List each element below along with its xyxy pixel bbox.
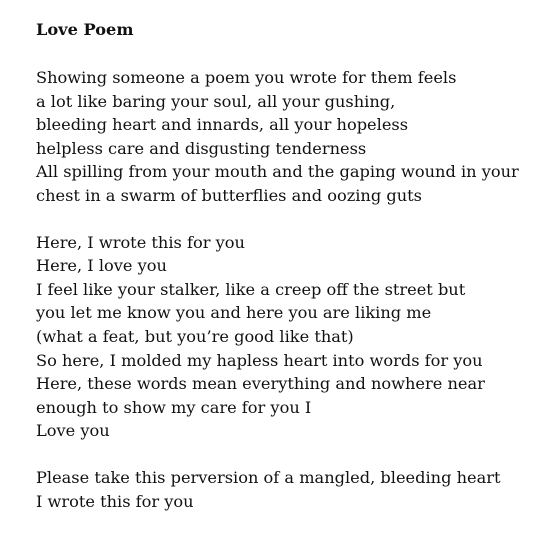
poem-line: helpless care and disgusting tenderness <box>36 138 367 158</box>
poem-line: Here, I wrote this for you <box>36 232 245 252</box>
stanza-2 <box>36 231 536 443</box>
poem-line: All spilling from your mouth and the gaping wound in your <box>36 162 519 182</box>
poem-line: chest in a swarm of butterflies and oozing guts <box>36 185 422 205</box>
stanza-3 <box>36 466 536 513</box>
poem-line: I feel like your stalker, like a creep off the street but <box>36 279 466 299</box>
poem-line: So here, I molded my hapless heart into words for you <box>36 350 483 370</box>
poem-line: bleeding heart and innards, all your hopeless <box>36 115 409 135</box>
poem-line: Here, these words mean everything and nowhere near <box>36 374 485 394</box>
poem-line: a lot like baring your soul, all your gushing, <box>36 91 396 111</box>
poem-line: Love you <box>36 421 110 441</box>
poem-line: Please take this perversion of a mangled, bleeding heart <box>36 467 501 487</box>
poem-line: Here, I love you <box>36 256 167 276</box>
poem-line: (what a feat, but you’re good like that) <box>36 326 354 346</box>
poem-document <box>36 18 536 536</box>
poem-line: Showing someone a poem you wrote for them feels <box>36 68 457 87</box>
poem-line: I wrote this for you <box>36 491 194 511</box>
poem-line: enough to show my care for you I <box>36 397 312 417</box>
stanza-1 <box>36 66 536 208</box>
poem-title: Love Poem <box>36 20 134 39</box>
poem-line: you let me know you and here you are liking me <box>36 303 432 323</box>
